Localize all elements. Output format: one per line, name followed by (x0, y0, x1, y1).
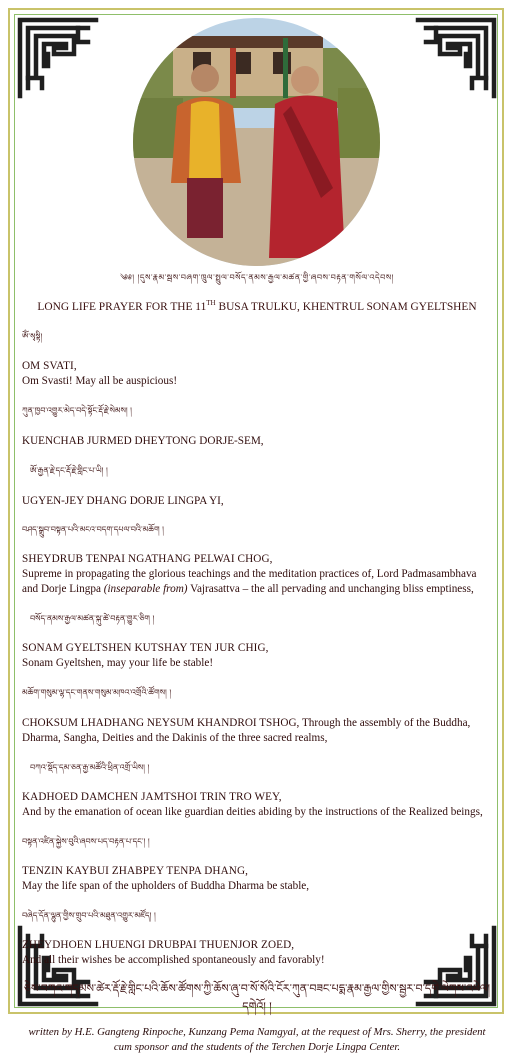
verse-roman: CHOKSUM LHADHANG NEYSUM KHANDROI TSHOG, (22, 717, 300, 730)
verse-english: May the life span of the upholders of Buddha Dharma be stable, (22, 879, 310, 892)
verse-english: Om Svasti! May all be auspicious! (22, 374, 178, 387)
verse-english: Through the assembly of the Buddha, Dharma, Sangha, Deities and the Dakinis of the three sacred realms, (22, 717, 471, 745)
verse-english: And all their wishes be accomplished spontaneously and favorably! (22, 953, 325, 966)
verse-roman: ZHEYDHOEN LHUENGI DRUBPAI THUENJOR ZOED, (22, 938, 295, 951)
colophon-tibetan: ཅེས་བཀའ་གདམས་ཚེར་རྡོ་རྗེ་གླིང་པའི་ཆོས་ཚོགས་ཀྱི་ཆོས་ཞུ་བ་སོ་སོའི་ངོར་ཀུན་བཟང་པདྨ་རྣམ་རྒྱལ་གྱིས་སྦྱར་བ་དགེ་ལེགས་འཕེལ། (23, 981, 491, 995)
verse-tibetan: བཤད་སྒྲུབ་བསྟན་པའི་མངའ་བདག་དཔལ་བའི་མཆོག ། (22, 525, 164, 535)
verse-tibetan: བསོད་ནམས་རྒྱལ་མཚན་སྐུ་ཚེ་བརྟན་གྱུར་ཅིག ། (30, 614, 155, 624)
verse-tibetan: བསྟན་འཛིན་སྐྱེས་བུའི་ཞབས་པད་བརྟན་པ་དང་། ། (22, 836, 150, 846)
colophon-tibetan-end: དགེའོ། ། (242, 1000, 272, 1014)
verse-roman: KADHOED DAMCHEN JAMTSHOI TRIN TRO WEY, (22, 790, 282, 803)
verse-roman: SHEYDRUB TENPAI NGATHANG PELWAI CHOG, (22, 553, 273, 566)
corner-ornament-top-left (14, 14, 102, 102)
title-rest: BUSA TRULKU, KHENTRUL SONAM GYELTSHEN (215, 300, 477, 313)
verse-english: And by the emanation of ocean like guardian deities abiding by the instructions of the Realized beings, (22, 805, 483, 818)
portrait-photo (133, 18, 380, 266)
verse-tibetan: ཀུན་ཁྱབ་འགྱུར་མེད་བདེ་སྟོང་རྡོ་རྗེ་སེམས། ། (22, 405, 132, 415)
verse-tibetan: ཨོཾ་སྭསྟི། (22, 331, 43, 341)
verse-tibetan: བཞེད་དོན་ལྷུན་གྱིས་གྲུབ་པའི་མཐུན་འགྱུར་མཛོད། ། (22, 910, 156, 920)
prayer-text (22, 268, 492, 1054)
title-superscript: TH (206, 299, 216, 307)
page-title (22, 299, 492, 313)
verse-roman: KUENCHAB JURMED DHEYTONG DORJE-SEM, (22, 434, 264, 447)
verse-roman: UGYEN-JEY DHANG DORJE LINGPA YI, (22, 494, 224, 507)
verse-english: Sonam Gyeltshen, may your life be stable! (22, 657, 214, 670)
verse-english: Supreme in propagating the glorious teachings and the meditation practices of, Lord Padmasambhava and Dorje Lingpa (inseparable from) Vajrasattva – the all pervading and unchanging bliss emptiness, (22, 568, 477, 596)
verse-roman: OM SVATI, (22, 359, 77, 372)
verse-tibetan: ཨོ་རྒྱན་རྗེ་དང་རྡོ་རྗེ་གླིང་པ་ཡི། ། (30, 465, 108, 475)
verse-tibetan: མཆོག་གསུམ་ལྷ་དང་གནས་གསུམ་མཁའ་འགྲོའི་ཚོགས། ། (22, 688, 172, 698)
tibetan-heading: ༄༅། །དུས་རྣམ་སྦས་བཞག་ཁྲུལ་སྤྲུལ་བསོད་ནམས་རྒྱལ་མཚན་གྱི་ཞབས་བརྟན་གསོལ་འདེབས། (120, 273, 394, 282)
author-credit: written by H.E. Gangteng Rinpoche, Kunzang Pema Namgyal, at the request of Mrs. Sherry, the president cum sponsor and the students of the Terchen Dorje Lingpa Center. (28, 1025, 486, 1053)
verse-roman: TENZIN KAYBUI ZHABPEY TENPA DHANG, (22, 864, 249, 877)
verse-roman: SONAM GYELTSHEN KUTSHAY TEN JUR CHIG, (22, 642, 269, 655)
verse-roman-with-english (22, 716, 492, 746)
title-main: LONG LIFE PRAYER FOR THE 11 (37, 300, 207, 313)
corner-ornament-top-right (412, 14, 500, 102)
verse-tibetan: བཀའ་སྡོད་དམ་ཅན་རྒྱ་མཚོའི་ཕྲིན་འགྲོ་ཡིས། ། (30, 762, 150, 772)
